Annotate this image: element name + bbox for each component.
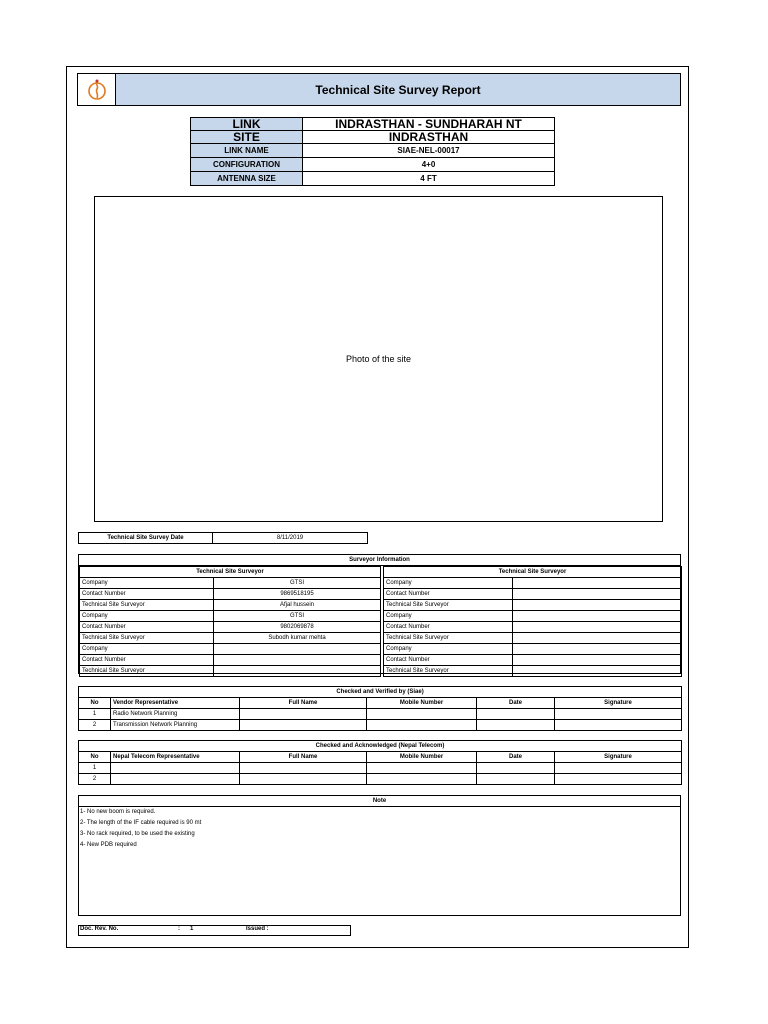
link-info-table [190, 117, 555, 186]
column-header-row [79, 698, 682, 709]
column-header: No [79, 698, 111, 709]
surveyor-row [80, 578, 381, 589]
table-cell [240, 709, 367, 720]
report-header [77, 73, 681, 106]
surveyor-field-label: Technical Site Surveyor [80, 666, 214, 677]
table-cell [367, 763, 477, 774]
note-title: Note [79, 796, 680, 807]
link-name-value: SIAE-NEL-00017 [303, 144, 555, 158]
surveyor-field-label: Contact Number [384, 622, 513, 633]
column-header: Full Name [240, 752, 367, 763]
antenna-size-label: ANTENNA SIZE [191, 172, 303, 186]
nt-check-title: Checked and Acknowledged (Nepal Telecom) [79, 741, 682, 752]
company-logo-icon [78, 74, 116, 105]
column-header: Date [477, 752, 555, 763]
table-cell: Transmission Network Planning [111, 720, 240, 731]
surveyor-row [80, 600, 381, 611]
surveyor-field-label: Company [384, 644, 513, 655]
table-cell [367, 774, 477, 785]
surveyor-info-title: Surveyor Information [79, 555, 680, 566]
surveyor-field-value [214, 666, 381, 677]
configuration-label: CONFIGURATION [191, 158, 303, 172]
surveyor-field-label: Contact Number [80, 589, 214, 600]
note-line: 2- The length of the IF cable required is 90 mt [80, 820, 202, 826]
table-cell [477, 709, 555, 720]
surveyor-field-label: Technical Site Surveyor [384, 600, 513, 611]
table-cell: 1 [79, 709, 111, 720]
table-cell [555, 720, 682, 731]
surveyor-row [80, 666, 381, 677]
surveyor-field-value: GTSI [214, 578, 381, 589]
surveyor-field-label: Contact Number [384, 589, 513, 600]
surveyor-field-value: 9802069878 [214, 622, 381, 633]
surveyor-row [384, 644, 682, 655]
site-value: INDRASTHAN [303, 131, 555, 144]
column-header: Nepal Telecom Representative [111, 752, 240, 763]
surveyor-field-value [513, 633, 682, 644]
surveyor-right-header: Technical Site Surveyor [384, 567, 682, 578]
note-line: 3- No rack required, to be used the existing [80, 831, 195, 837]
table-cell [555, 763, 682, 774]
siae-check-table [78, 686, 682, 731]
site-label: SITE [191, 131, 303, 144]
surveyor-row [80, 611, 381, 622]
configuration-value: 4+0 [303, 158, 555, 172]
table-cell: 2 [79, 774, 111, 785]
surveyor-field-label: Company [384, 578, 513, 589]
surveyor-field-value [513, 655, 682, 666]
surveyor-field-label: Company [80, 644, 214, 655]
surveyor-field-value [214, 644, 381, 655]
surveyor-row [80, 622, 381, 633]
note-section [78, 795, 681, 916]
table-cell [240, 720, 367, 731]
table-row [79, 709, 682, 720]
table-cell [367, 720, 477, 731]
surveyor-row [384, 666, 682, 677]
survey-date-table [78, 532, 368, 544]
surveyor-row [384, 589, 682, 600]
surveyor-field-label: Technical Site Surveyor [80, 633, 214, 644]
surveyor-left-table [79, 566, 381, 677]
report-title: Technical Site Survey Report [116, 74, 680, 105]
photo-placeholder-text: Photo of the site [345, 354, 412, 364]
surveyor-row [384, 655, 682, 666]
table-row [79, 774, 682, 785]
surveyor-field-value [513, 644, 682, 655]
surveyor-field-value [513, 666, 682, 677]
surveyor-row [384, 600, 682, 611]
table-row [79, 720, 682, 731]
surveyor-field-label: Technical Site Surveyor [80, 600, 214, 611]
surveyor-field-label: Contact Number [80, 655, 214, 666]
surveyor-field-value [513, 578, 682, 589]
surveyor-field-label: Contact Number [80, 622, 214, 633]
table-cell [555, 774, 682, 785]
site-photo-placeholder [94, 196, 663, 522]
link-name-label: LINK NAME [191, 144, 303, 158]
surveyor-field-value [513, 622, 682, 633]
column-header: Mobile Number [367, 698, 477, 709]
table-cell: 1 [79, 763, 111, 774]
column-header: Vendor Representative [111, 698, 240, 709]
link-label: LINK [191, 118, 303, 131]
surveyor-field-value [513, 589, 682, 600]
column-header: Date [477, 698, 555, 709]
surveyor-row [80, 655, 381, 666]
column-header-row [79, 752, 682, 763]
surveyor-left-header: Technical Site Surveyor [80, 567, 381, 578]
doc-rev-value: 1 [190, 926, 194, 932]
surveyor-field-value: Afjal hussein [214, 600, 381, 611]
surveyor-row [384, 633, 682, 644]
table-row [79, 763, 682, 774]
table-cell [240, 774, 367, 785]
siae-check-section [78, 686, 681, 731]
siae-check-title: Checked and Verified by (Siae) [79, 687, 682, 698]
surveyor-row [80, 633, 381, 644]
surveyor-field-label: Technical Site Surveyor [384, 633, 513, 644]
table-cell: Radio Network Planning [111, 709, 240, 720]
surveyor-field-label: Technical Site Surveyor [384, 666, 513, 677]
table-cell [477, 763, 555, 774]
table-cell [111, 774, 240, 785]
surveyor-row [384, 622, 682, 633]
surveyor-field-value [513, 611, 682, 622]
nt-check-table [78, 740, 682, 785]
doc-rev-label: Doc. Rev. No. [80, 926, 119, 932]
column-header: Signature [555, 752, 682, 763]
surveyor-row [80, 589, 381, 600]
column-header: Full Name [240, 698, 367, 709]
table-cell [240, 763, 367, 774]
report-page [66, 66, 689, 948]
surveyor-field-value [513, 600, 682, 611]
survey-date-label: Technical Site Survey Date [79, 533, 213, 544]
surveyor-field-label: Company [384, 611, 513, 622]
surveyor-row [384, 611, 682, 622]
column-header: Mobile Number [367, 752, 477, 763]
column-header: No [79, 752, 111, 763]
doc-rev-separator: : [178, 926, 180, 932]
table-cell [477, 720, 555, 731]
surveyor-field-label: Company [80, 611, 214, 622]
link-value: INDRASTHAN - SUNDHARAH NT [303, 118, 555, 131]
table-cell [477, 774, 555, 785]
surveyor-field-label: Company [80, 578, 214, 589]
table-cell: 2 [79, 720, 111, 731]
note-line: 1- No new boom is required. [80, 809, 156, 815]
doc-revision-table [78, 925, 351, 934]
surveyor-field-value: GTSI [214, 611, 381, 622]
nt-check-section [78, 740, 681, 785]
surveyor-field-value [214, 655, 381, 666]
note-line: 4- New PDB required [80, 842, 137, 848]
table-cell [555, 709, 682, 720]
surveyor-field-label: Contact Number [384, 655, 513, 666]
issued-label: Issued : [246, 926, 269, 932]
surveyor-row [384, 578, 682, 589]
surveyor-field-value: Subodh kumar mehta [214, 633, 381, 644]
table-cell [367, 709, 477, 720]
surveyor-right-table [383, 566, 682, 677]
survey-date-value: 8/11/2019 [213, 533, 368, 544]
column-header: Signature [555, 698, 682, 709]
surveyor-row [80, 644, 381, 655]
antenna-size-value: 4 FT [303, 172, 555, 186]
surveyor-info-section [78, 554, 681, 674]
surveyor-field-value: 9869518195 [214, 589, 381, 600]
table-cell [111, 763, 240, 774]
